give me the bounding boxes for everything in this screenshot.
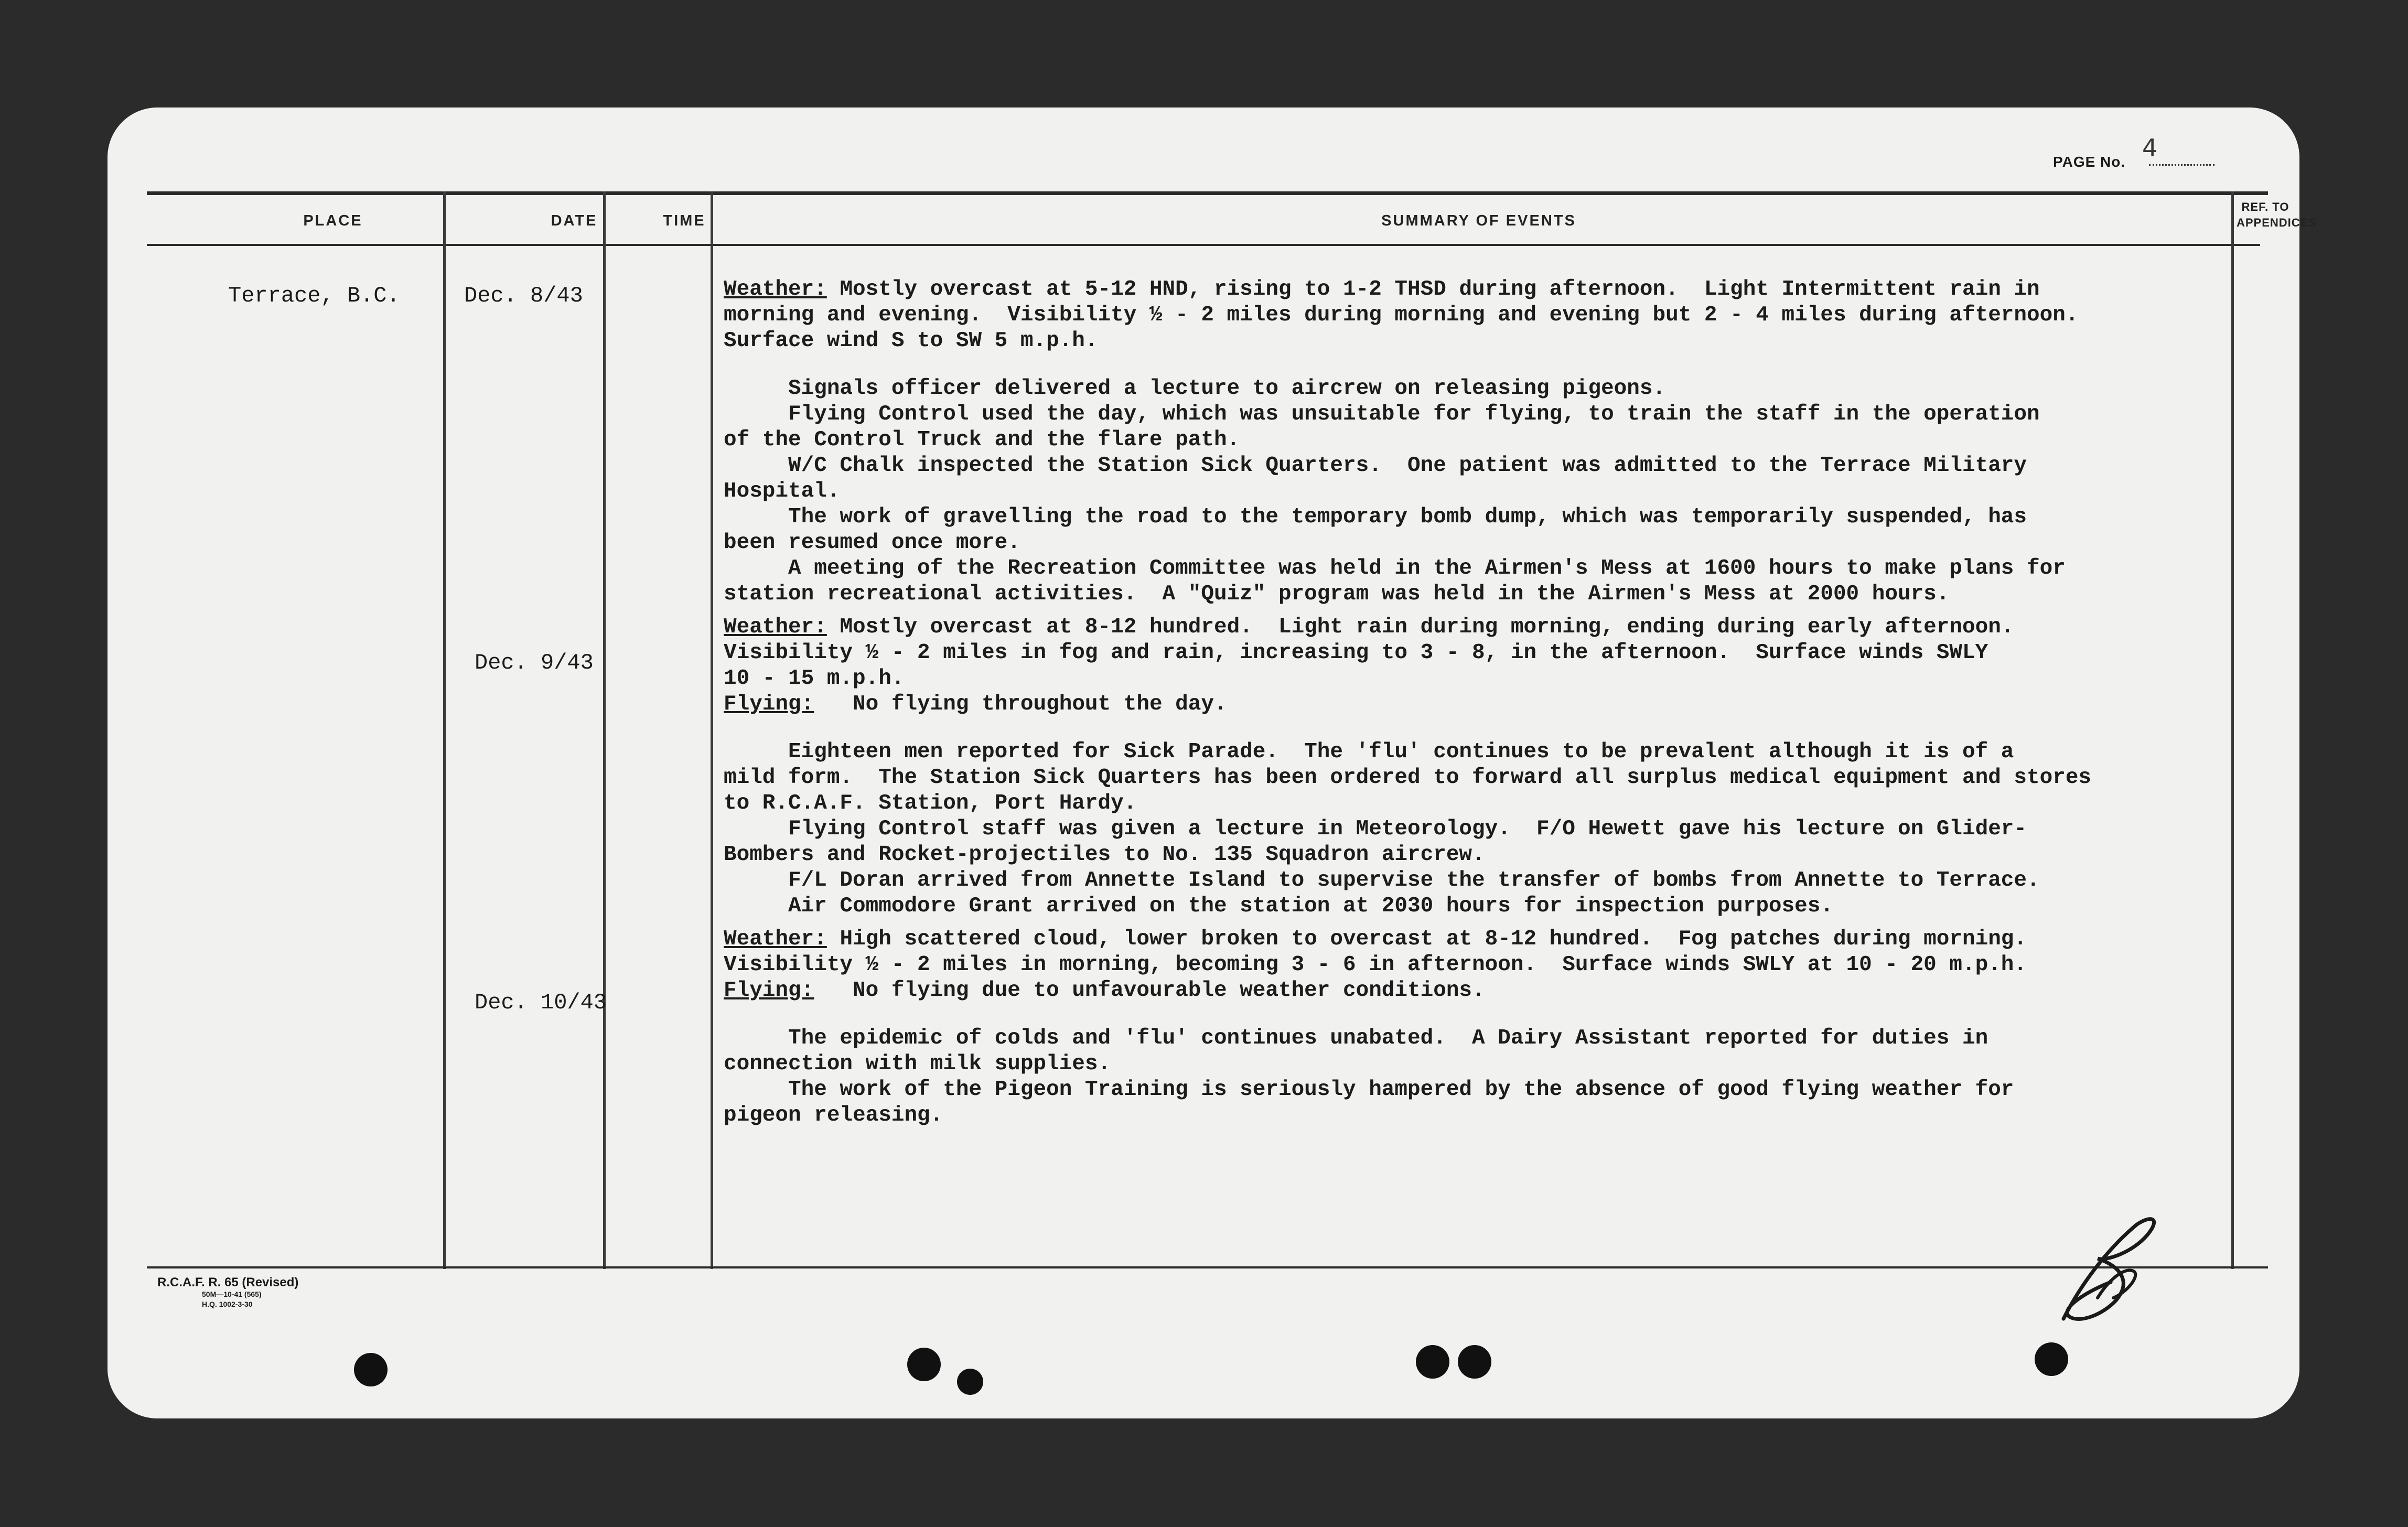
flying-text: No flying due to unfavourable weather conditions. [814, 978, 1485, 1003]
weather-line: Mostly overcast at 5-12 HND, rising to 1-2 THSD during afternoon. Light Intermittent rain in [826, 277, 2040, 302]
event-line: A meeting of the Recreation Committee was held in the Airmen's Mess at 1600 hours to make plans for [724, 556, 2066, 580]
punch-hole [1458, 1345, 1491, 1379]
column-header-ref [2237, 199, 2317, 231]
header-top-rule [147, 191, 2268, 195]
weather-line: High scattered cloud, lower broken to overcast at 8-12 hundred. Fog patches during morning. [826, 927, 2027, 951]
event-line: Signals officer delivered a lecture to aircrew on releasing pigeons. [724, 377, 1666, 401]
weather-line: Surface wind S to SW 5 m.p.h. [724, 329, 1098, 353]
column-header-summary: SUMMARY OF EVENTS [1381, 212, 1576, 229]
handwritten-initials [2048, 1203, 2174, 1329]
event-line: Bombers and Rocket-projectiles to No. 135 Squadron aircrew. [724, 843, 1485, 867]
form-code-line2: 50M—10-41 (565) [202, 1290, 262, 1298]
date-entry-2: Dec. 9/43 [475, 650, 594, 675]
page-number-dotted-line [2149, 164, 2214, 166]
event-line: to R.C.A.F. Station, Port Hardy. [724, 791, 1137, 815]
form-code [157, 1276, 298, 1309]
event-line: Hospital. [724, 479, 840, 503]
punch-hole [1416, 1345, 1449, 1379]
entry-dec-9 [724, 615, 2229, 919]
event-line: station recreational activities. A "Quiz" program was held in the Airmen's Mess at 2000 hours. [724, 582, 1950, 606]
weather-line: Visibility ½ - 2 miles in morning, becoming 3 - 6 in afternoon. Surface winds SWLY at 10 - 20 m.p.h. [724, 953, 2027, 977]
flying-text: No flying throughout the day. [814, 692, 1227, 716]
ref-header-line2: APPENDICES [2237, 216, 2317, 229]
date-entry-3: Dec. 10/43 [475, 990, 607, 1015]
event-line: pigeon releasing. [724, 1103, 943, 1127]
event-line: connection with milk supplies. [724, 1052, 1111, 1076]
flying-label: Flying: [724, 692, 814, 716]
page-number-label: PAGE No. [2053, 154, 2126, 170]
date-entry-1: Dec. 8/43 [464, 283, 583, 308]
form-code-main: R.C.A.F. R. 65 (Revised) [157, 1275, 299, 1289]
entry-dec-8 [724, 277, 2229, 607]
summary-of-events [724, 277, 2229, 1128]
event-line: of the Control Truck and the flare path. [724, 428, 1240, 452]
event-line: Flying Control staff was given a lecture in Meteorology. F/O Hewett gave his lecture on Glider- [724, 817, 2027, 841]
column-rule-4 [2231, 191, 2234, 1269]
column-header-date: DATE [551, 212, 598, 229]
event-line: Air Commodore Grant arrived on the station at 2030 hours for inspection purposes. [724, 894, 1833, 918]
weather-line: morning and evening. Visibility ½ - 2 miles during morning and evening but 2 - 4 miles during afternoon. [724, 303, 2079, 327]
event-line: mild form. The Station Sick Quarters has been ordered to forward all surplus medical equipment and stores [724, 766, 2092, 790]
punch-hole [907, 1348, 941, 1381]
column-rule-3 [711, 191, 713, 1269]
event-line: F/L Doran arrived from Annette Island to supervise the transfer of bombs from Annette to Terrace. [724, 868, 2040, 892]
weather-label: Weather: [724, 927, 827, 951]
column-rule-2 [603, 191, 606, 1269]
event-line: The work of gravelling the road to the temporary bomb dump, which was temporarily suspended, has [724, 505, 2027, 529]
weather-label: Weather: [724, 277, 827, 302]
event-line: Flying Control used the day, which was unsuitable for flying, to train the staff in the operation [724, 402, 2040, 426]
header-bottom-rule [147, 244, 2260, 246]
entry-dec-10 [724, 927, 2229, 1128]
event-line: W/C Chalk inspected the Station Sick Quarters. One patient was admitted to the Terrace Military [724, 454, 2027, 478]
ref-header-line1: REF. TO [2241, 200, 2289, 213]
footer-rule [147, 1266, 2268, 1268]
place-entry: Terrace, B.C. [228, 283, 400, 308]
weather-label: Weather: [724, 615, 827, 639]
diary-page [108, 107, 2317, 1418]
event-line: The epidemic of colds and 'flu' continues unabated. A Dairy Assistant reported for duties in [724, 1026, 1988, 1050]
punch-hole [957, 1369, 983, 1395]
weather-line: 10 - 15 m.p.h. [724, 666, 905, 691]
column-rule-1 [443, 191, 446, 1269]
punch-hole [2035, 1342, 2068, 1376]
punch-hole [354, 1353, 388, 1386]
form-code-line3: H.Q. 1002-3-30 [202, 1300, 253, 1308]
event-line: The work of the Pigeon Training is seriously hampered by the absence of good flying weather for [724, 1078, 2014, 1102]
weather-line: Visibility ½ - 2 miles in fog and rain, increasing to 3 - 8, in the afternoon. Surface winds SWLY [724, 641, 1988, 665]
event-line: Eighteen men reported for Sick Parade. The 'flu' continues to be prevalent although it is of a [724, 740, 2014, 764]
column-header-time: TIME [663, 212, 706, 229]
page-number: 4 [2142, 134, 2158, 162]
column-header-place: PLACE [303, 212, 363, 229]
event-line: been resumed once more. [724, 531, 1020, 555]
weather-line: Mostly overcast at 8-12 hundred. Light rain during morning, ending during early afternoon. [826, 615, 2014, 639]
flying-label: Flying: [724, 978, 814, 1003]
